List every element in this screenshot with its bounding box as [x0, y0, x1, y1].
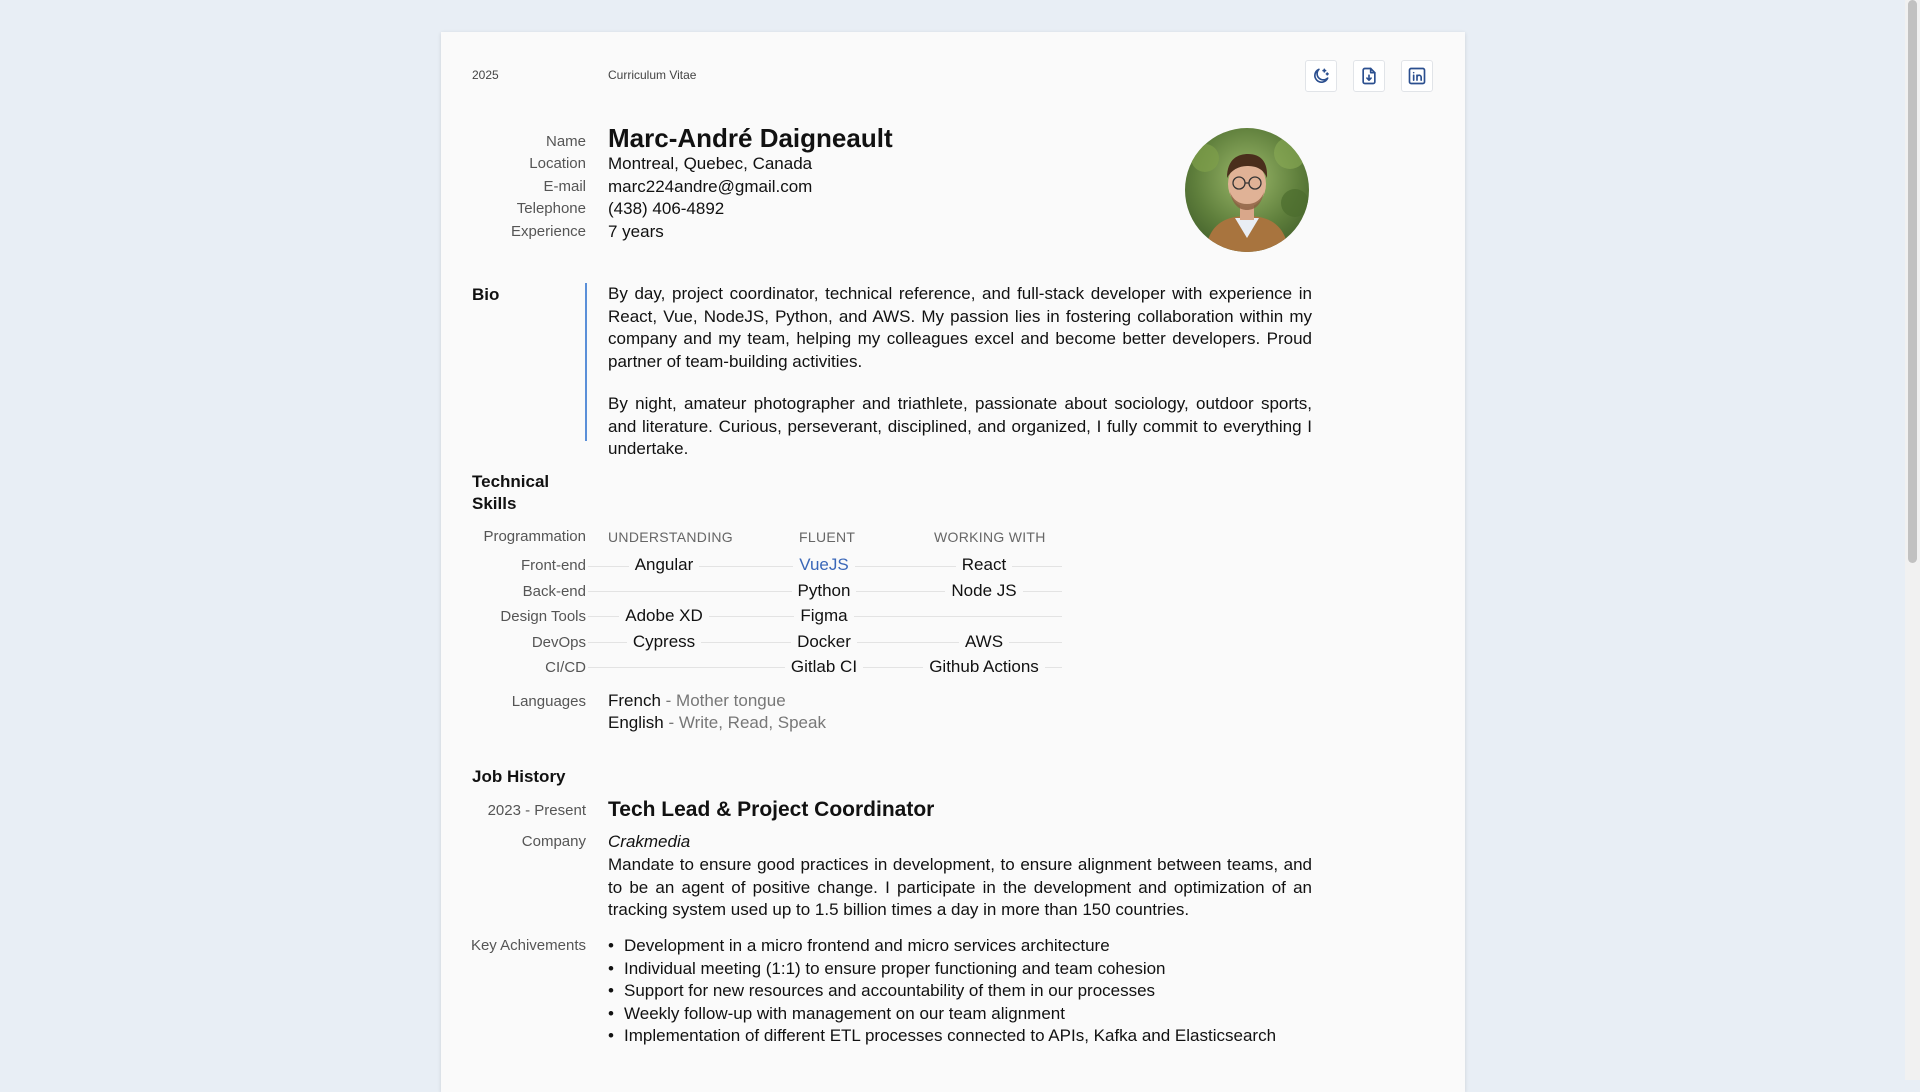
column-working-with: WORKING WITH [934, 529, 1046, 545]
list-item: • Individual meeting (1:1) to ensure proper functioning and team cohesion [608, 958, 1328, 981]
dark-mode-toggle[interactable] [1305, 60, 1337, 92]
column-fluent: FLUENT [799, 529, 856, 545]
skill-row-label-ci-cd: CI/CD [545, 659, 586, 676]
job-history-title: Job History [472, 767, 566, 786]
bio-paragraph-2: By night, amateur photographer and triathlete, passionate about sociology, outdoor sports, and literature. Curious, perseverant, disciplined, and organized, I fully commit to everything I undertake. [608, 394, 1312, 458]
bio-title: Bio [472, 285, 500, 304]
bio-accent-bar [585, 283, 587, 441]
email-label: E-mail [543, 178, 586, 195]
skill-row-label-devops: DevOps [531, 634, 586, 651]
skills-title-line-2: Skills [472, 494, 517, 513]
moon-icon [1311, 66, 1331, 86]
full-name: Marc-André Daigneault [608, 123, 893, 153]
skill-cell: Angular [589, 555, 739, 575]
skill-row-label-design-tools: Design Tools [500, 608, 586, 625]
download-pdf-button[interactable] [1353, 60, 1385, 92]
job-period: 2023 - Present [487, 802, 586, 819]
page-scrollbar[interactable] [1905, 0, 1920, 1080]
telephone-value[interactable]: (438) 406-4892 [608, 199, 725, 218]
skill-cell: Python [749, 581, 899, 601]
telephone-label: Telephone [516, 200, 586, 217]
skill-cell: Github Actions [909, 657, 1059, 677]
linkedin-link[interactable] [1401, 60, 1433, 92]
skill-row-label-back-end: Back-end [522, 583, 586, 600]
profile-photo [1185, 128, 1309, 252]
list-item: • Development in a micro frontend and micro services architecture [608, 935, 1328, 958]
skill-cell: Figma [749, 606, 899, 626]
experience-value: 7 years [608, 222, 664, 241]
skill-cell: React [909, 555, 1059, 575]
achievements-list [608, 935, 1328, 1048]
skill-cell: Gitlab CI [749, 657, 899, 677]
skill-cell: Node JS [909, 581, 1059, 601]
achievements-label: Key Achivements [470, 937, 586, 954]
doc-title: Curriculum Vitae [608, 68, 697, 82]
language-item: English - Write, Read, Speak [608, 713, 826, 732]
name-label: Name [545, 133, 586, 150]
year-label: 2025 [472, 68, 499, 82]
column-understanding: UNDERSTANDING [608, 529, 733, 545]
experience-label: Experience [510, 223, 586, 240]
location-label: Location [529, 155, 586, 172]
bio-paragraph-1: By day, project coordinator, technical reference, and full-stack developer with experience in React, Vue, NodeJS, Python, and AWS. My passion lies in fostering collaboration within my company and my team, helping my colleagues excel and become better developers. Proud partner of team-building activities. [608, 284, 1312, 371]
languages-label: Languages [511, 693, 586, 710]
language-item: French - Mother tongue [608, 691, 786, 710]
list-item: • Support for new resources and accountability of them in our processes [608, 980, 1328, 1003]
location-value: Montreal, Quebec, Canada [608, 154, 813, 173]
job-title: Tech Lead & Project Coordinator [608, 798, 935, 821]
skill-cell: Adobe XD [589, 606, 739, 626]
skill-cell: Docker [749, 632, 899, 652]
job-description: Mandate to ensure good practices in development, to ensure alignment between teams, and to be an agent of positive change. I participate in the development and optimization of an tracking system used up to 1.5 billion times a day in more than 150 countries. [608, 855, 1312, 919]
skill-row-label-front-end: Front-end [520, 557, 586, 574]
list-item: • Weekly follow-up with management on our team alignment [608, 1003, 1328, 1026]
file-download-icon [1359, 66, 1379, 86]
skill-cell: AWS [909, 632, 1059, 652]
scrollbar-thumb[interactable] [1908, 0, 1917, 563]
email-value[interactable]: marc224andre@gmail.com [608, 177, 813, 196]
company-name: Crakmedia [608, 832, 691, 851]
list-item: • Implementation of different ETL processes connected to APIs, Kafka and Elasticsearch [608, 1025, 1328, 1048]
linkedin-icon [1407, 66, 1427, 86]
skill-cell-link[interactable]: VueJS [749, 555, 899, 575]
skills-title-line-1: Technical [472, 472, 550, 491]
skills-header-label: Programmation [483, 528, 586, 545]
cv-page [441, 32, 1465, 1092]
skill-cell: Cypress [589, 632, 739, 652]
company-label: Company [521, 833, 586, 850]
